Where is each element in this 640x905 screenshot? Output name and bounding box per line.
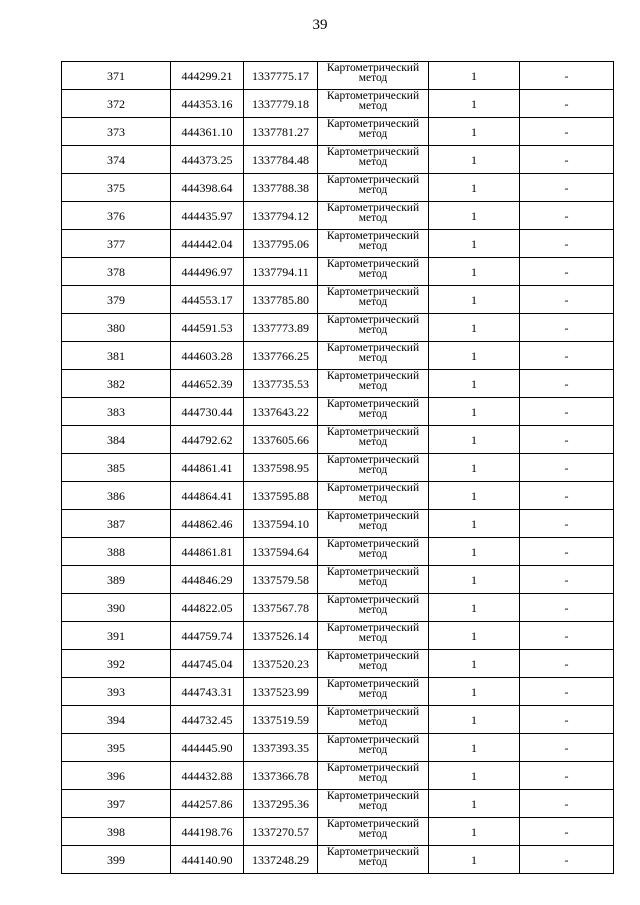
method-line-2: метод (358, 856, 388, 868)
method-line-2: метод (358, 492, 388, 504)
point-number-cell: 382 (62, 370, 171, 398)
table-row (62, 146, 614, 174)
method-cell (318, 90, 429, 118)
method-line-2: метод (358, 744, 388, 756)
note-cell: - (520, 454, 614, 482)
count-cell: 1 (429, 286, 520, 314)
y-coordinate-cell: 1337523.99 (244, 678, 318, 706)
count-cell: 1 (429, 314, 520, 342)
method-cell (318, 706, 429, 734)
x-coordinate-cell: 444257.86 (171, 790, 244, 818)
point-number-cell: 376 (62, 202, 171, 230)
method-line-1: Картометрический (326, 62, 420, 74)
method-line-1: Картометрический (326, 482, 420, 494)
method-line-1: Картометрический (326, 762, 420, 774)
point-number-cell: 371 (62, 62, 171, 90)
y-coordinate-cell: 1337594.10 (244, 510, 318, 538)
method-cell (318, 454, 429, 482)
point-number-cell: 380 (62, 314, 171, 342)
table-row (62, 258, 614, 286)
method-cell (318, 594, 429, 622)
note-cell: - (520, 622, 614, 650)
table-row (62, 62, 614, 90)
method-cell (318, 538, 429, 566)
method-line-2: метод (358, 436, 388, 448)
method-line-1: Картометрический (326, 706, 420, 718)
count-cell: 1 (429, 62, 520, 90)
x-coordinate-cell: 444732.45 (171, 706, 244, 734)
note-cell: - (520, 342, 614, 370)
point-number-cell: 377 (62, 230, 171, 258)
table-row (62, 174, 614, 202)
table-row (62, 538, 614, 566)
method-line-1: Картометрический (326, 230, 420, 242)
count-cell: 1 (429, 846, 520, 874)
method-line-1: Картометрический (326, 202, 420, 214)
note-cell: - (520, 146, 614, 174)
count-cell: 1 (429, 594, 520, 622)
point-number-cell: 393 (62, 678, 171, 706)
count-cell: 1 (429, 650, 520, 678)
method-line-2: метод (358, 240, 388, 252)
method-line-1: Картометрический (326, 146, 420, 158)
method-line-2: метод (358, 604, 388, 616)
count-cell: 1 (429, 678, 520, 706)
y-coordinate-cell: 1337785.80 (244, 286, 318, 314)
method-cell (318, 482, 429, 510)
method-line-1: Картометрический (326, 426, 420, 438)
method-line-1: Картометрический (326, 174, 420, 186)
method-line-2: метод (358, 268, 388, 280)
method-line-2: метод (358, 772, 388, 784)
method-cell (318, 678, 429, 706)
method-line-1: Картометрический (326, 258, 420, 270)
point-number-cell: 389 (62, 566, 171, 594)
method-line-2: метод (358, 100, 388, 112)
point-number-cell: 374 (62, 146, 171, 174)
count-cell: 1 (429, 706, 520, 734)
x-coordinate-cell: 444822.05 (171, 594, 244, 622)
count-cell: 1 (429, 90, 520, 118)
method-cell (318, 818, 429, 846)
note-cell: - (520, 650, 614, 678)
method-line-2: метод (358, 212, 388, 224)
x-coordinate-cell: 444792.62 (171, 426, 244, 454)
method-cell (318, 62, 429, 90)
x-coordinate-cell: 444553.17 (171, 286, 244, 314)
method-line-1: Картометрический (326, 342, 420, 354)
count-cell: 1 (429, 762, 520, 790)
y-coordinate-cell: 1337579.58 (244, 566, 318, 594)
method-line-2: метод (358, 128, 388, 140)
note-cell: - (520, 174, 614, 202)
x-coordinate-cell: 444591.53 (171, 314, 244, 342)
method-line-1: Картометрический (326, 734, 420, 746)
method-cell (318, 398, 429, 426)
point-number-cell: 397 (62, 790, 171, 818)
method-cell (318, 258, 429, 286)
method-line-1: Картометрический (326, 566, 420, 578)
method-line-1: Картометрический (326, 678, 420, 690)
point-number-cell: 373 (62, 118, 171, 146)
count-cell: 1 (429, 118, 520, 146)
note-cell: - (520, 398, 614, 426)
method-line-2: метод (358, 184, 388, 196)
count-cell: 1 (429, 426, 520, 454)
y-coordinate-cell: 1337295.36 (244, 790, 318, 818)
x-coordinate-cell: 444846.29 (171, 566, 244, 594)
x-coordinate-cell: 444862.46 (171, 510, 244, 538)
point-number-cell: 390 (62, 594, 171, 622)
method-line-2: метод (358, 408, 388, 420)
method-cell (318, 174, 429, 202)
x-coordinate-cell: 444373.25 (171, 146, 244, 174)
note-cell: - (520, 62, 614, 90)
method-cell (318, 790, 429, 818)
method-line-1: Картометрический (326, 454, 420, 466)
method-line-1: Картометрический (326, 846, 420, 858)
count-cell: 1 (429, 370, 520, 398)
count-cell: 1 (429, 734, 520, 762)
note-cell: - (520, 258, 614, 286)
point-number-cell: 388 (62, 538, 171, 566)
table-row (62, 790, 614, 818)
method-line-2: метод (358, 72, 388, 84)
count-cell: 1 (429, 566, 520, 594)
method-line-1: Картометрический (326, 370, 420, 382)
point-number-cell: 395 (62, 734, 171, 762)
x-coordinate-cell: 444140.90 (171, 846, 244, 874)
note-cell: - (520, 818, 614, 846)
method-line-2: метод (358, 660, 388, 672)
method-cell (318, 846, 429, 874)
method-line-2: метод (358, 800, 388, 812)
y-coordinate-cell: 1337643.22 (244, 398, 318, 426)
table-row (62, 706, 614, 734)
table-row (62, 762, 614, 790)
method-line-1: Картометрический (326, 398, 420, 410)
y-coordinate-cell: 1337794.12 (244, 202, 318, 230)
count-cell: 1 (429, 482, 520, 510)
y-coordinate-cell: 1337270.57 (244, 818, 318, 846)
method-cell (318, 426, 429, 454)
method-cell (318, 314, 429, 342)
x-coordinate-cell: 444198.76 (171, 818, 244, 846)
table-row (62, 734, 614, 762)
x-coordinate-cell: 444445.90 (171, 734, 244, 762)
table-row (62, 370, 614, 398)
x-coordinate-cell: 444652.39 (171, 370, 244, 398)
y-coordinate-cell: 1337781.27 (244, 118, 318, 146)
y-coordinate-cell: 1337788.38 (244, 174, 318, 202)
y-coordinate-cell: 1337773.89 (244, 314, 318, 342)
note-cell: - (520, 482, 614, 510)
point-number-cell: 384 (62, 426, 171, 454)
note-cell: - (520, 566, 614, 594)
method-line-1: Картометрический (326, 538, 420, 550)
method-cell (318, 202, 429, 230)
y-coordinate-cell: 1337779.18 (244, 90, 318, 118)
y-coordinate-cell: 1337526.14 (244, 622, 318, 650)
point-number-cell: 381 (62, 342, 171, 370)
table-row (62, 818, 614, 846)
point-number-cell: 391 (62, 622, 171, 650)
x-coordinate-cell: 444299.21 (171, 62, 244, 90)
count-cell: 1 (429, 538, 520, 566)
method-line-1: Картометрический (326, 594, 420, 606)
x-coordinate-cell: 444861.41 (171, 454, 244, 482)
point-number-cell: 396 (62, 762, 171, 790)
note-cell: - (520, 90, 614, 118)
x-coordinate-cell: 444435.97 (171, 202, 244, 230)
method-line-1: Картометрический (326, 790, 420, 802)
method-cell (318, 762, 429, 790)
method-line-2: метод (358, 520, 388, 532)
method-cell (318, 118, 429, 146)
note-cell: - (520, 762, 614, 790)
method-line-2: метод (358, 576, 388, 588)
method-cell (318, 286, 429, 314)
y-coordinate-cell: 1337795.06 (244, 230, 318, 258)
count-cell: 1 (429, 398, 520, 426)
method-line-1: Картометрический (326, 286, 420, 298)
method-line-2: метод (358, 464, 388, 476)
y-coordinate-cell: 1337775.17 (244, 62, 318, 90)
x-coordinate-cell: 444398.64 (171, 174, 244, 202)
count-cell: 1 (429, 790, 520, 818)
y-coordinate-cell: 1337520.23 (244, 650, 318, 678)
method-line-2: метод (358, 828, 388, 840)
x-coordinate-cell: 444353.16 (171, 90, 244, 118)
y-coordinate-cell: 1337598.95 (244, 454, 318, 482)
count-cell: 1 (429, 202, 520, 230)
page-number: 39 (312, 17, 328, 33)
method-cell (318, 734, 429, 762)
y-coordinate-cell: 1337605.66 (244, 426, 318, 454)
method-line-2: метод (358, 632, 388, 644)
note-cell: - (520, 426, 614, 454)
coordinates-table-body (62, 62, 614, 874)
table-row (62, 398, 614, 426)
y-coordinate-cell: 1337567.78 (244, 594, 318, 622)
count-cell: 1 (429, 146, 520, 174)
x-coordinate-cell: 444861.81 (171, 538, 244, 566)
method-line-1: Картометрический (326, 90, 420, 102)
count-cell: 1 (429, 342, 520, 370)
y-coordinate-cell: 1337248.29 (244, 846, 318, 874)
note-cell: - (520, 314, 614, 342)
x-coordinate-cell: 444745.04 (171, 650, 244, 678)
point-number-cell: 399 (62, 846, 171, 874)
x-coordinate-cell: 444730.44 (171, 398, 244, 426)
y-coordinate-cell: 1337784.48 (244, 146, 318, 174)
method-cell (318, 622, 429, 650)
method-line-1: Картометрический (326, 510, 420, 522)
note-cell: - (520, 286, 614, 314)
point-number-cell: 378 (62, 258, 171, 286)
x-coordinate-cell: 444361.10 (171, 118, 244, 146)
count-cell: 1 (429, 818, 520, 846)
method-cell (318, 566, 429, 594)
table-row (62, 342, 614, 370)
x-coordinate-cell: 444432.88 (171, 762, 244, 790)
method-line-1: Картометрический (326, 314, 420, 326)
point-number-cell: 383 (62, 398, 171, 426)
method-cell (318, 510, 429, 538)
coordinates-table (61, 61, 614, 874)
y-coordinate-cell: 1337595.88 (244, 482, 318, 510)
method-cell (318, 146, 429, 174)
point-number-cell: 375 (62, 174, 171, 202)
note-cell: - (520, 594, 614, 622)
note-cell: - (520, 734, 614, 762)
x-coordinate-cell: 444864.41 (171, 482, 244, 510)
table-row (62, 202, 614, 230)
table-row (62, 846, 614, 874)
point-number-cell: 398 (62, 818, 171, 846)
point-number-cell: 379 (62, 286, 171, 314)
method-line-2: метод (358, 380, 388, 392)
table-row (62, 118, 614, 146)
method-line-1: Картометрический (326, 622, 420, 634)
table-row (62, 230, 614, 258)
count-cell: 1 (429, 622, 520, 650)
note-cell: - (520, 230, 614, 258)
method-line-2: метод (358, 352, 388, 364)
table-row (62, 90, 614, 118)
method-line-1: Картометрический (326, 650, 420, 662)
method-cell (318, 342, 429, 370)
count-cell: 1 (429, 454, 520, 482)
point-number-cell: 387 (62, 510, 171, 538)
note-cell: - (520, 510, 614, 538)
x-coordinate-cell: 444496.97 (171, 258, 244, 286)
y-coordinate-cell: 1337594.64 (244, 538, 318, 566)
y-coordinate-cell: 1337519.59 (244, 706, 318, 734)
point-number-cell: 385 (62, 454, 171, 482)
y-coordinate-cell: 1337735.53 (244, 370, 318, 398)
point-number-cell: 392 (62, 650, 171, 678)
point-number-cell: 394 (62, 706, 171, 734)
method-line-2: метод (358, 324, 388, 336)
note-cell: - (520, 538, 614, 566)
point-number-cell: 386 (62, 482, 171, 510)
method-line-1: Картометрический (326, 818, 420, 830)
table-row (62, 454, 614, 482)
table-row (62, 314, 614, 342)
count-cell: 1 (429, 174, 520, 202)
method-cell (318, 650, 429, 678)
table-row (62, 622, 614, 650)
method-line-2: метод (358, 296, 388, 308)
note-cell: - (520, 846, 614, 874)
y-coordinate-cell: 1337766.25 (244, 342, 318, 370)
table-row (62, 678, 614, 706)
method-line-2: метод (358, 716, 388, 728)
table-row (62, 482, 614, 510)
point-number-cell: 372 (62, 90, 171, 118)
count-cell: 1 (429, 510, 520, 538)
note-cell: - (520, 678, 614, 706)
x-coordinate-cell: 444603.28 (171, 342, 244, 370)
count-cell: 1 (429, 230, 520, 258)
method-line-2: метод (358, 156, 388, 168)
method-cell (318, 230, 429, 258)
x-coordinate-cell: 444743.31 (171, 678, 244, 706)
table-row (62, 650, 614, 678)
method-line-2: метод (358, 548, 388, 560)
y-coordinate-cell: 1337393.35 (244, 734, 318, 762)
table-row (62, 426, 614, 454)
x-coordinate-cell: 444759.74 (171, 622, 244, 650)
table-row (62, 510, 614, 538)
x-coordinate-cell: 444442.04 (171, 230, 244, 258)
method-line-1: Картометрический (326, 118, 420, 130)
note-cell: - (520, 706, 614, 734)
table-row (62, 566, 614, 594)
count-cell: 1 (429, 258, 520, 286)
note-cell: - (520, 118, 614, 146)
y-coordinate-cell: 1337366.78 (244, 762, 318, 790)
method-line-2: метод (358, 688, 388, 700)
method-cell (318, 370, 429, 398)
note-cell: - (520, 202, 614, 230)
note-cell: - (520, 370, 614, 398)
y-coordinate-cell: 1337794.11 (244, 258, 318, 286)
table-row (62, 286, 614, 314)
note-cell: - (520, 790, 614, 818)
table-row (62, 594, 614, 622)
